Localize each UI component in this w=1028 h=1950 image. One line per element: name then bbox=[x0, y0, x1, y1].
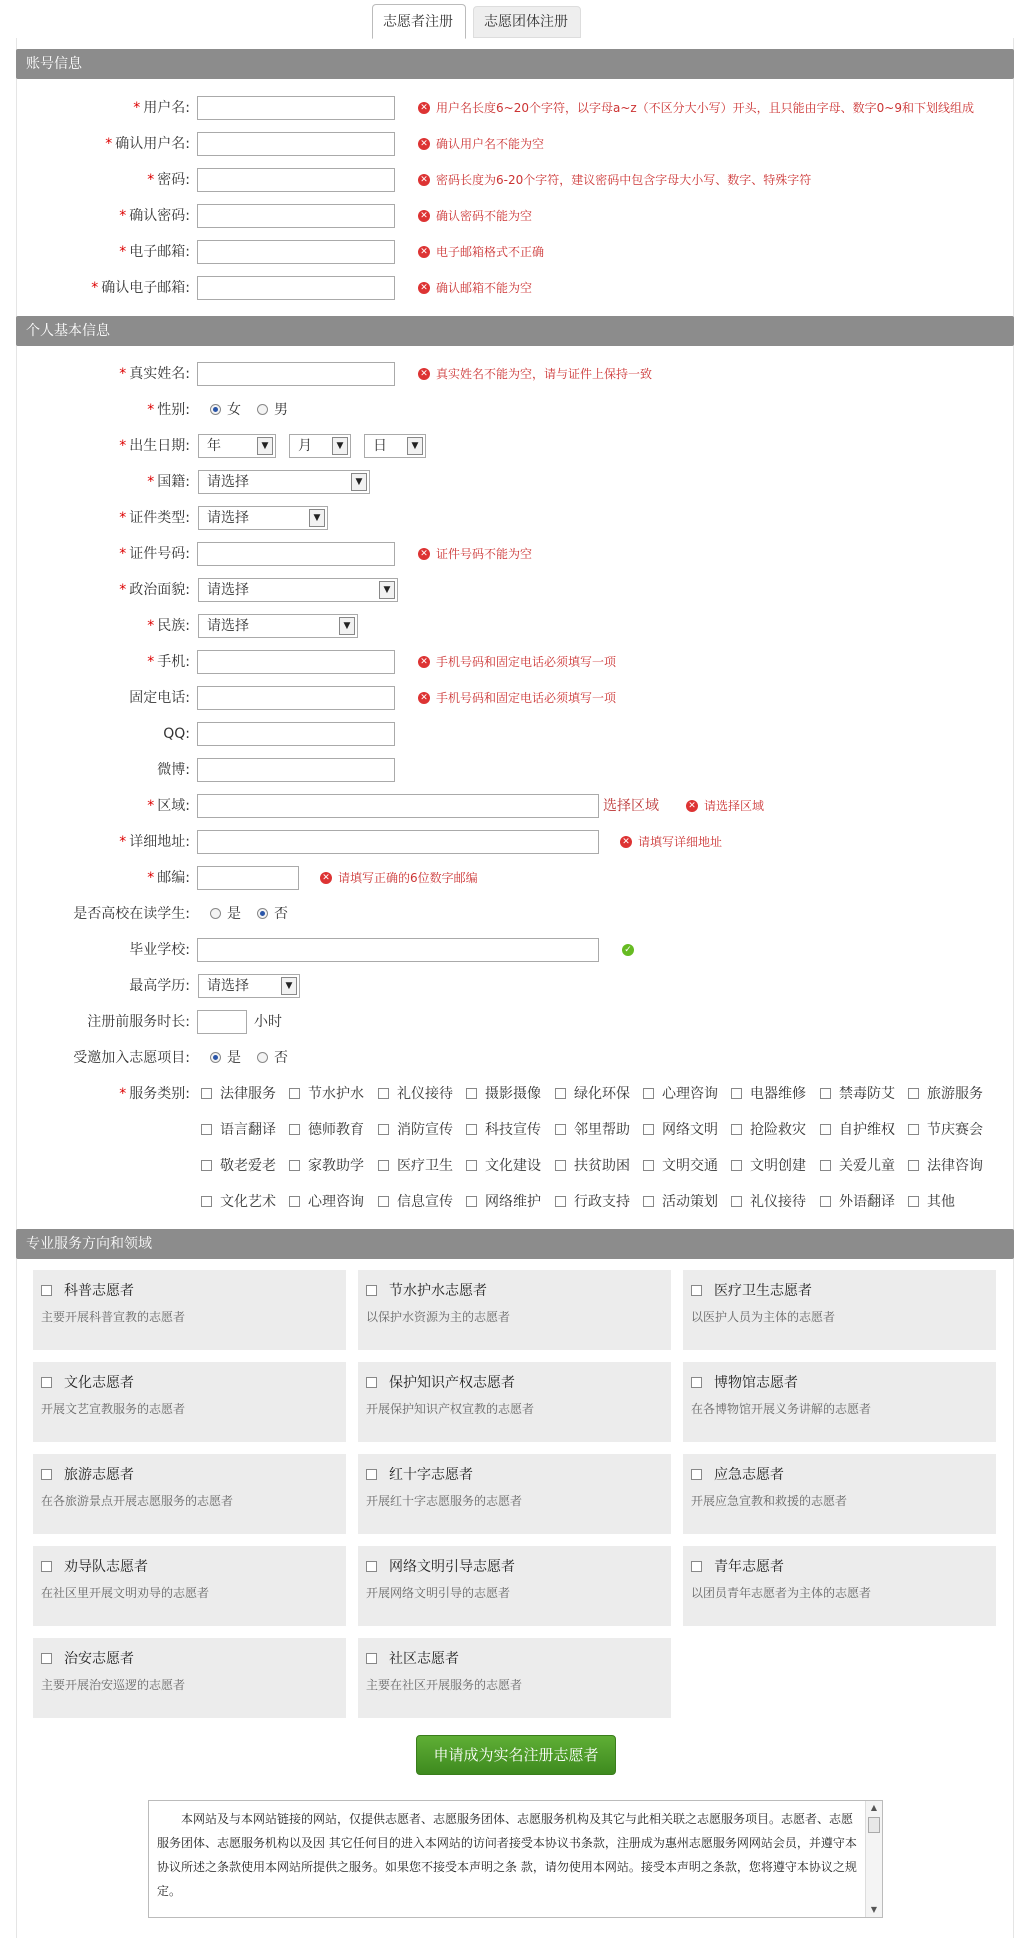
service-type-option[interactable]: 德师教育 bbox=[289, 1117, 364, 1143]
error-icon: ✕ bbox=[418, 692, 430, 704]
checkbox[interactable] bbox=[41, 1285, 52, 1296]
card-description: 主要开展治安巡逻的志愿者 bbox=[41, 1678, 186, 1692]
checkbox[interactable] bbox=[289, 1160, 300, 1171]
checkbox[interactable] bbox=[908, 1196, 919, 1207]
card-title: 医疗卫生志愿者 bbox=[714, 1283, 812, 1299]
professional-card[interactable] bbox=[683, 1546, 996, 1626]
error-icon: ✕ bbox=[418, 102, 430, 114]
section-title: 账号信息 bbox=[26, 56, 82, 72]
confirm-password-error: ✕ 确认密码不能为空 bbox=[418, 203, 532, 229]
political-select[interactable]: 请选择 ▼ bbox=[198, 578, 398, 602]
card-description: 主要在社区开展服务的志愿者 bbox=[366, 1678, 523, 1692]
dropdown-arrow-icon: ▼ bbox=[332, 437, 348, 455]
card-title: 科普志愿者 bbox=[64, 1283, 134, 1299]
row-email: * 电子邮箱: ✕ 电子邮箱格式不正确 bbox=[0, 239, 1028, 265]
service-type-option[interactable]: 节庆赛会 bbox=[908, 1117, 983, 1143]
checkbox[interactable] bbox=[41, 1377, 52, 1388]
row-school: 毕业学校: ✓ bbox=[0, 937, 1028, 963]
checkbox[interactable] bbox=[41, 1653, 52, 1664]
professional-card[interactable] bbox=[33, 1638, 346, 1718]
professional-card[interactable] bbox=[358, 1638, 671, 1718]
school-input[interactable] bbox=[197, 938, 599, 962]
row-confirm-username: * 确认用户名: ✕ 确认用户名不能为空 bbox=[0, 131, 1028, 157]
row-username: * 用户名: ✕ 用户名长度6~20个字符，以字母a~z（不区分大小写）开头，且只能由字母、数字0~9和下划线组成 bbox=[0, 95, 1028, 121]
error-icon: ✕ bbox=[620, 836, 632, 848]
real-name-input[interactable] bbox=[197, 362, 395, 386]
professional-card[interactable] bbox=[358, 1362, 671, 1442]
checkbox[interactable] bbox=[691, 1469, 702, 1480]
service-type-option[interactable]: 文明交通 bbox=[643, 1153, 718, 1179]
row-political: * 政治面貌: 请选择 ▼ bbox=[0, 577, 1028, 603]
dropdown-arrow-icon: ▼ bbox=[407, 437, 423, 455]
section-header-personal bbox=[16, 316, 1014, 346]
service-type-option[interactable]: 抢险救灾 bbox=[731, 1117, 806, 1143]
radio-male[interactable] bbox=[257, 404, 268, 415]
card-title: 旅游志愿者 bbox=[64, 1467, 134, 1483]
zipcode-error: ✕ 请填写正确的6位数字邮编 bbox=[320, 865, 478, 891]
checkbox[interactable] bbox=[366, 1285, 377, 1296]
password-error: ✕ 密码长度为6-20个字符，建议密码中包含字母大小写、数字、特殊字符 bbox=[418, 167, 811, 193]
checkbox[interactable] bbox=[378, 1088, 389, 1099]
section-title: 专业服务方向和领域 bbox=[26, 1236, 152, 1252]
row-id-type: * 证件类型: 请选择 ▼ bbox=[0, 505, 1028, 531]
card-description: 开展应急宣教和救援的志愿者 bbox=[691, 1494, 848, 1508]
username-error: ✕ 用户名长度6~20个字符，以字母a~z（不区分大小写）开头，且只能由字母、数字0~9和下划线组成 bbox=[418, 95, 974, 121]
confirm-username-error: ✕ 确认用户名不能为空 bbox=[418, 131, 544, 157]
service-type-option[interactable]: 网络文明 bbox=[643, 1117, 718, 1143]
checkbox[interactable] bbox=[731, 1124, 742, 1135]
error-icon: ✕ bbox=[320, 872, 332, 884]
error-icon: ✕ bbox=[418, 174, 430, 186]
row-landline: 固定电话: ✕ 手机号码和固定电话必须填写一项 bbox=[0, 685, 1028, 711]
professional-card[interactable] bbox=[683, 1362, 996, 1442]
error-icon: ✕ bbox=[418, 282, 430, 294]
professional-card[interactable] bbox=[358, 1454, 671, 1534]
submit-register-button[interactable]: 申请成为实名注册志愿者 bbox=[416, 1735, 616, 1775]
gender-female-option[interactable]: 女 bbox=[210, 397, 241, 423]
card-description: 以团员青年志愿者为主体的志愿者 bbox=[691, 1586, 872, 1600]
error-icon: ✕ bbox=[418, 548, 430, 560]
card-title: 红十字志愿者 bbox=[389, 1467, 473, 1483]
service-type-option[interactable]: 文明创建 bbox=[731, 1153, 806, 1179]
card-title: 保护知识产权志愿者 bbox=[389, 1375, 515, 1391]
row-weibo: 微博: bbox=[0, 757, 1028, 783]
address-input[interactable] bbox=[197, 830, 599, 854]
service-type-option[interactable]: 旅游服务 bbox=[908, 1081, 983, 1107]
radio-student-yes[interactable] bbox=[210, 908, 221, 919]
scroll-up-icon[interactable]: ▲ bbox=[870, 1803, 878, 1812]
confirm-email-input[interactable] bbox=[197, 276, 395, 300]
service-type-option[interactable]: 法律咨询 bbox=[908, 1153, 983, 1179]
checkbox[interactable] bbox=[289, 1124, 300, 1135]
email-input[interactable] bbox=[197, 240, 395, 264]
row-real-name: * 真实姓名: ✕ 真实姓名不能为空，请与证件上保持一致 bbox=[0, 361, 1028, 387]
id-number-error: ✕ 证件号码不能为空 bbox=[418, 541, 532, 567]
row-confirm-password: * 确认密码: ✕ 确认密码不能为空 bbox=[0, 203, 1028, 229]
card-description: 开展保护知识产权宣教的志愿者 bbox=[366, 1402, 535, 1416]
service-hours-input[interactable] bbox=[197, 1010, 247, 1034]
checkbox[interactable] bbox=[201, 1160, 212, 1171]
service-type-option[interactable]: 语言翻译 bbox=[201, 1117, 276, 1143]
card-title: 网络文明引导志愿者 bbox=[389, 1559, 515, 1575]
service-type-option[interactable]: 信息宣传 bbox=[378, 1189, 453, 1215]
row-qq: QQ: bbox=[0, 721, 1028, 747]
card-title: 社区志愿者 bbox=[389, 1651, 459, 1667]
username-input[interactable] bbox=[197, 96, 395, 120]
card-title: 应急志愿者 bbox=[714, 1467, 784, 1483]
service-type-option[interactable]: 礼仪接待 bbox=[378, 1081, 453, 1107]
service-type-option[interactable]: 文化建设 bbox=[466, 1153, 541, 1179]
service-type-option[interactable]: 心理咨询 bbox=[289, 1189, 364, 1215]
checkbox[interactable] bbox=[466, 1160, 477, 1171]
service-type-option[interactable]: 网络维护 bbox=[466, 1189, 541, 1215]
checkbox[interactable] bbox=[201, 1124, 212, 1135]
radio-female[interactable] bbox=[210, 404, 221, 415]
professional-card[interactable] bbox=[358, 1546, 671, 1626]
dropdown-arrow-icon: ▼ bbox=[257, 437, 273, 455]
checkbox[interactable] bbox=[466, 1196, 477, 1207]
row-birth-date: * 出生日期: 年 ▼ 月 ▼ 日 ▼ bbox=[0, 433, 1028, 459]
service-type-option[interactable]: 家教助学 bbox=[289, 1153, 364, 1179]
card-title: 青年志愿者 bbox=[714, 1559, 784, 1575]
checkbox[interactable] bbox=[466, 1088, 477, 1099]
service-type-option[interactable]: 敬老爱老 bbox=[201, 1153, 276, 1179]
error-icon: ✕ bbox=[418, 246, 430, 258]
card-description: 在各旅游景点开展志愿服务的志愿者 bbox=[41, 1494, 234, 1508]
card-description: 开展文艺宣教服务的志愿者 bbox=[41, 1402, 186, 1416]
service-type-option[interactable]: 文化艺术 bbox=[201, 1189, 276, 1215]
checkbox[interactable] bbox=[466, 1124, 477, 1135]
email-error: ✕ 电子邮箱格式不正确 bbox=[418, 239, 544, 265]
checkbox[interactable] bbox=[289, 1196, 300, 1207]
checkbox[interactable] bbox=[201, 1088, 212, 1099]
card-description: 开展网络文明引导的志愿者 bbox=[366, 1586, 511, 1600]
row-region: * 区域: 选择区域 ✕ 请选择区域 bbox=[0, 793, 1028, 819]
row-password: * 密码: ✕ 密码长度为6-20个字符，建议密码中包含字母大小写、数字、特殊字符 bbox=[0, 167, 1028, 193]
confirm-username-input[interactable] bbox=[197, 132, 395, 156]
checkbox[interactable] bbox=[731, 1160, 742, 1171]
region-input[interactable] bbox=[197, 794, 599, 818]
agreement-scrollbar[interactable] bbox=[865, 1801, 882, 1917]
row-nationality: * 国籍: 请选择 ▼ bbox=[0, 469, 1028, 495]
checkbox[interactable] bbox=[366, 1561, 377, 1572]
row-zipcode: * 邮编: ✕ 请填写正确的6位数字邮编 bbox=[0, 865, 1028, 891]
checkbox[interactable] bbox=[555, 1088, 566, 1099]
checkbox[interactable] bbox=[691, 1285, 702, 1296]
service-type-option[interactable]: 绿化环保 bbox=[555, 1081, 630, 1107]
card-title: 劝导队志愿者 bbox=[64, 1559, 148, 1575]
checkbox[interactable] bbox=[643, 1088, 654, 1099]
service-type-option[interactable]: 电器维修 bbox=[731, 1081, 806, 1107]
checkbox[interactable] bbox=[41, 1561, 52, 1572]
radio-student-no[interactable] bbox=[257, 908, 268, 919]
error-icon: ✕ bbox=[418, 368, 430, 380]
row-gender: * 性别: 女 男 bbox=[0, 397, 1028, 423]
checkbox[interactable] bbox=[555, 1124, 566, 1135]
error-icon: ✕ bbox=[418, 656, 430, 668]
radio-invite-yes[interactable] bbox=[210, 1052, 221, 1063]
password-input[interactable] bbox=[197, 168, 395, 192]
row-student: 是否高校在读学生: 是 否 bbox=[0, 901, 1028, 927]
id-type-select[interactable]: 请选择 ▼ bbox=[198, 506, 328, 530]
service-type-option[interactable]: 关爱儿童 bbox=[820, 1153, 895, 1179]
card-description: 在各博物馆开展义务讲解的志愿者 bbox=[691, 1402, 872, 1416]
error-icon: ✕ bbox=[418, 138, 430, 150]
mobile-error: ✕ 手机号码和固定电话必须填写一项 bbox=[418, 649, 616, 675]
row-ethnicity: * 民族: 请选择 ▼ bbox=[0, 613, 1028, 639]
row-invite: 受邀加入志愿项目: 是 否 bbox=[0, 1045, 1028, 1071]
card-description: 以保护水资源为主的志愿者 bbox=[366, 1310, 511, 1324]
service-type-option[interactable]: 禁毒防艾 bbox=[820, 1081, 895, 1107]
checkbox[interactable] bbox=[366, 1653, 377, 1664]
row-service-types: * 服务类别: bbox=[119, 1086, 190, 1102]
card-description: 在社区里开展文明劝导的志愿者 bbox=[41, 1586, 210, 1600]
checkbox[interactable] bbox=[378, 1196, 389, 1207]
checkbox[interactable] bbox=[820, 1160, 831, 1171]
zipcode-input[interactable] bbox=[197, 866, 299, 890]
birth-month-select[interactable]: 月 ▼ bbox=[289, 434, 351, 458]
dropdown-arrow-icon: ▼ bbox=[339, 617, 355, 635]
username-label: 用户名: bbox=[143, 100, 190, 116]
agreement-text: 本网站及与本网站链接的网站，仅提供志愿者、志愿服务团体、志愿服务机构及其它与此相关联之志愿服务项目。志愿者、志愿服务团体、志愿服务机构以及因 其它任何目的进入本网站的访问者接受本协议书条款，注册成为惠州志愿服务网网站会员，并遵守本协议所述之条款使用本网站所提供之服务。如果您不接受本声明之条 款，请勿使用本网站。接受本声明之条款，您将遵守本协议之规定。 bbox=[157, 1812, 857, 1898]
checkbox[interactable] bbox=[908, 1124, 919, 1135]
select-region-link[interactable]: 选择区域 bbox=[603, 798, 659, 814]
row-mobile: * 手机: ✕ 手机号码和固定电话必须填写一项 bbox=[0, 649, 1028, 675]
service-type-option[interactable]: 礼仪接待 bbox=[731, 1189, 806, 1215]
checkbox[interactable] bbox=[908, 1160, 919, 1171]
professional-card[interactable] bbox=[683, 1454, 996, 1534]
service-type-option[interactable]: 法律服务 bbox=[201, 1081, 276, 1107]
professional-card[interactable] bbox=[33, 1454, 346, 1534]
error-icon: ✕ bbox=[686, 800, 698, 812]
scroll-thumb[interactable] bbox=[868, 1817, 880, 1833]
row-service-hours: 注册前服务时长: 小时 bbox=[0, 1009, 1028, 1035]
checkbox[interactable] bbox=[731, 1088, 742, 1099]
card-title: 文化志愿者 bbox=[64, 1375, 134, 1391]
landline-input[interactable] bbox=[197, 686, 395, 710]
service-type-option[interactable]: 消防宣传 bbox=[378, 1117, 453, 1143]
checkbox[interactable] bbox=[201, 1196, 212, 1207]
dropdown-arrow-icon: ▼ bbox=[309, 509, 325, 527]
row-id-number: * 证件号码: ✕ 证件号码不能为空 bbox=[0, 541, 1028, 567]
check-icon: ✓ bbox=[622, 944, 634, 956]
checkbox[interactable] bbox=[289, 1088, 300, 1099]
service-type-option[interactable]: 行政支持 bbox=[555, 1189, 630, 1215]
weibo-input[interactable] bbox=[197, 758, 395, 782]
nationality-select[interactable]: 请选择 ▼ bbox=[198, 470, 370, 494]
service-type-option[interactable]: 科技宣传 bbox=[466, 1117, 541, 1143]
section-header-professional bbox=[16, 1229, 1014, 1259]
ethnicity-select[interactable]: 请选择 ▼ bbox=[198, 614, 358, 638]
service-type-option[interactable]: 邻里帮助 bbox=[555, 1117, 630, 1143]
service-type-option[interactable]: 医疗卫生 bbox=[378, 1153, 453, 1179]
student-no-option[interactable]: 否 bbox=[257, 901, 288, 927]
checkbox[interactable] bbox=[643, 1160, 654, 1171]
address-error: ✕ 请填写详细地址 bbox=[620, 829, 722, 855]
birth-day-select[interactable]: 日 ▼ bbox=[364, 434, 426, 458]
checkbox[interactable] bbox=[643, 1196, 654, 1207]
card-title: 博物馆志愿者 bbox=[714, 1375, 798, 1391]
hours-unit: 小时 bbox=[254, 1014, 282, 1030]
checkbox[interactable] bbox=[691, 1561, 702, 1572]
tab-group-register[interactable]: 志愿团体注册 bbox=[473, 6, 581, 38]
section-header-account bbox=[16, 49, 1014, 79]
tab-volunteer-register[interactable]: 志愿者注册 bbox=[372, 4, 466, 39]
error-icon: ✕ bbox=[418, 210, 430, 222]
region-error: ✕ 请选择区域 bbox=[686, 793, 764, 819]
service-type-option[interactable]: 自护维权 bbox=[820, 1117, 895, 1143]
checkbox[interactable] bbox=[820, 1196, 831, 1207]
dropdown-arrow-icon: ▼ bbox=[351, 473, 367, 491]
card-description: 以医护人员为主体的志愿者 bbox=[691, 1310, 836, 1324]
checkbox[interactable] bbox=[691, 1377, 702, 1388]
real-name-error: ✕ 真实姓名不能为空，请与证件上保持一致 bbox=[418, 361, 652, 387]
checkbox[interactable] bbox=[366, 1377, 377, 1388]
service-type-option[interactable]: 心理咨询 bbox=[643, 1081, 718, 1107]
checkbox[interactable] bbox=[908, 1088, 919, 1099]
row-confirm-email: * 确认电子邮箱: ✕ 确认邮箱不能为空 bbox=[0, 275, 1028, 301]
id-number-input[interactable] bbox=[197, 542, 395, 566]
checkbox[interactable] bbox=[820, 1088, 831, 1099]
scroll-down-icon[interactable]: ▼ bbox=[870, 1905, 878, 1914]
checkbox[interactable] bbox=[555, 1160, 566, 1171]
service-type-option[interactable]: 外语翻译 bbox=[820, 1189, 895, 1215]
birth-year-select[interactable]: 年 ▼ bbox=[198, 434, 276, 458]
checkbox[interactable] bbox=[731, 1196, 742, 1207]
section-title: 个人基本信息 bbox=[26, 323, 110, 339]
confirm-password-input[interactable] bbox=[197, 204, 395, 228]
radio-invite-no[interactable] bbox=[257, 1052, 268, 1063]
professional-card[interactable] bbox=[33, 1362, 346, 1442]
professional-card[interactable] bbox=[33, 1546, 346, 1626]
confirm-email-error: ✕ 确认邮箱不能为空 bbox=[418, 275, 532, 301]
invite-no-option[interactable]: 否 bbox=[257, 1045, 288, 1071]
landline-error: ✕ 手机号码和固定电话必须填写一项 bbox=[418, 685, 616, 711]
service-type-option[interactable]: 活动策划 bbox=[643, 1189, 718, 1215]
checkbox[interactable] bbox=[643, 1124, 654, 1135]
service-type-option[interactable]: 摄影摄像 bbox=[466, 1081, 541, 1107]
checkbox[interactable] bbox=[378, 1124, 389, 1135]
card-title: 治安志愿者 bbox=[64, 1651, 134, 1667]
gender-male-option[interactable]: 男 bbox=[257, 397, 288, 423]
invite-yes-option[interactable]: 是 bbox=[210, 1045, 241, 1071]
dropdown-arrow-icon: ▼ bbox=[379, 581, 395, 599]
education-select[interactable]: 请选择 ▼ bbox=[198, 974, 300, 998]
checkbox[interactable] bbox=[378, 1160, 389, 1171]
card-description: 开展红十字志愿服务的志愿者 bbox=[366, 1494, 523, 1508]
agreement-box[interactable] bbox=[148, 1800, 883, 1918]
row-address: * 详细地址: ✕ 请填写详细地址 bbox=[0, 829, 1028, 855]
qq-input[interactable] bbox=[197, 722, 395, 746]
checkbox[interactable] bbox=[41, 1469, 52, 1480]
service-type-option[interactable]: 其他 bbox=[908, 1189, 955, 1215]
card-title: 节水护水志愿者 bbox=[389, 1283, 487, 1299]
checkbox[interactable] bbox=[366, 1469, 377, 1480]
card-description: 主要开展科普宣教的志愿者 bbox=[41, 1310, 186, 1324]
professional-card[interactable] bbox=[683, 1270, 996, 1350]
service-type-option[interactable]: 节水护水 bbox=[289, 1081, 364, 1107]
checkbox[interactable] bbox=[820, 1124, 831, 1135]
row-education: 最高学历: 请选择 ▼ bbox=[0, 973, 1028, 999]
dropdown-arrow-icon: ▼ bbox=[281, 977, 297, 995]
mobile-input[interactable] bbox=[197, 650, 395, 674]
professional-card[interactable] bbox=[33, 1270, 346, 1350]
student-yes-option[interactable]: 是 bbox=[210, 901, 241, 927]
professional-card[interactable] bbox=[358, 1270, 671, 1350]
service-type-option[interactable]: 扶贫助困 bbox=[555, 1153, 630, 1179]
checkbox[interactable] bbox=[555, 1196, 566, 1207]
